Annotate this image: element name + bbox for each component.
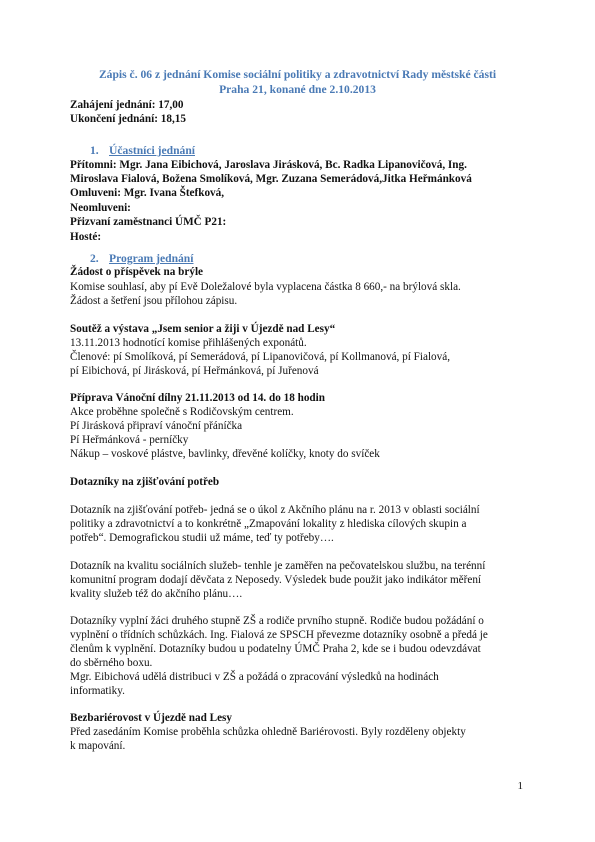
questionnaires-p1-line-1: Dotazník na zjišťování potřeb- jedná se o úkol z Akčního plánu na r. 2013 v oblasti sociální xyxy=(70,504,480,516)
present-line-2: Miroslava Fialová, Božena Smolíková, Mgr. Zuzana Semerádová,Jitka Heřmánková xyxy=(70,173,472,185)
present-line-1: Přítomni: Mgr. Jana Eibichová, Jaroslava Jirásková, Bc. Radka Lipanovičová, Ing. xyxy=(70,159,467,171)
workshop-title: Příprava Vánoční dílny 21.11.2013 od 14. do 18 hodin xyxy=(70,392,325,404)
workshop-line-4: Nákup – voskové plástve, bavlinky, dřevěné kolíčky, knoty do svíček xyxy=(70,448,380,460)
page-number: 1 xyxy=(517,780,523,792)
accessibility-line-1: Před zasedáním Komise proběhla schůzka ohledně Bariérovosti. Byly rozděleny objekty xyxy=(70,726,466,738)
questionnaires-p3-line-4: do sběrného boxu. xyxy=(70,657,153,669)
absent: Neomluveni: xyxy=(70,202,131,214)
section-1-number: 1. xyxy=(90,144,99,157)
title-line-1: Zápis č. 06 z jednání Komise sociální politiky a zdravotnictví Rady městské části xyxy=(98,68,497,81)
contest-line-2: Členové: pí Smolíková, pí Semerádová, pí Lipanovičová, pí Kollmanová, pí Fialová, xyxy=(70,351,450,363)
questionnaires-p3-line-3: členům k vyplnění. Dotazníky budou u podatelny ÚMČ Praha 2, kde se i budou odevzdávat xyxy=(70,643,481,655)
workshop-line-3: Pí Heřmánková - perníčky xyxy=(70,434,189,446)
accessibility-title: Bezbariérovost v Újezdě nad Lesy xyxy=(70,712,232,724)
workshop-line-2: Pí Jirásková připraví vánoční přáníčka xyxy=(70,420,243,432)
questionnaires-p2-line-2: komunitní program dodají děvčata z Neposedy. Výsledek bude použit jako indikátor měření xyxy=(70,574,482,586)
excused: Omluveni: Mgr. Ivana Štefková, xyxy=(70,187,225,199)
contest-line-3: pí Eibichová, pí Jirásková, pí Heřmánková, pí Juřenová xyxy=(70,365,319,377)
questionnaires-p2-line-3: kvality služeb též do akčního plánu…. xyxy=(70,588,243,600)
section-2-heading xyxy=(76,252,193,266)
questionnaires-p1-line-3: potřeb“. Demografickou studii už máme, teď ty potřeby…. xyxy=(70,532,334,544)
questionnaires-p1-line-2: politiky a zdravotnictví a to konkrétně „Zmapování lokality z hlediska cílových skupin a xyxy=(70,518,467,530)
glasses-title: Žádost o příspěvek na brýle xyxy=(70,266,204,278)
title-line-2: Praha 21, konané dne 2.10.2013 xyxy=(219,82,376,96)
glasses-line-1: Komise souhlasí, aby pí Evě Doležalové byla vyplacena částka 8 660,- na brýlová skla. xyxy=(70,281,461,293)
glasses-line-2: Žádost a šetření jsou přílohou zápisu. xyxy=(70,295,238,307)
guests: Hosté: xyxy=(70,231,102,243)
section-1-title: Účastníci jednání xyxy=(109,144,195,157)
meeting-end: Ukončení jednání: 18,15 xyxy=(70,113,186,125)
questionnaires-p3-line-1: Dotazníky vyplní žáci druhého stupně ZŠ a rodiče prvního stupně. Rodiče budou požádání o xyxy=(70,615,484,627)
accessibility-line-2: k mapování. xyxy=(70,740,126,752)
workshop-line-1: Akce proběhne společně s Rodičovským centrem. xyxy=(70,406,294,418)
contest-line-1: 13.11.2013 hodnotící komise přihlášených exponátů. xyxy=(70,337,307,349)
questionnaires-p2-line-1: Dotazník na kvalitu sociálních služeb- tenhle je zaměřen na pečovatelskou službu, na terénní xyxy=(70,560,486,572)
document-title xyxy=(70,68,525,97)
questionnaires-p4-line-1: Mgr. Eibichová udělá distribuci v ZŠ a požádá o zpracování výsledků na hodinách xyxy=(70,671,439,683)
section-1-heading xyxy=(76,144,195,158)
invited-staff: Přizvaní zaměstnanci ÚMČ P21: xyxy=(70,216,227,228)
questionnaires-p4-line-2: informatiky. xyxy=(70,685,125,697)
section-2-title: Program jednání xyxy=(109,252,194,265)
section-2-number: 2. xyxy=(90,252,99,265)
meeting-start: Zahájení jednání: 17,00 xyxy=(70,99,184,111)
questionnaires-p3-line-2: vyplnění o třídních schůzkách. Ing. Fialová ze SPSCH převezme dotazníky osobně a předá je xyxy=(70,629,488,641)
contest-title: Soutěž a výstava „Jsem senior a žiji v Újezdě nad Lesy“ xyxy=(70,323,336,335)
questionnaires-title: Dotazníky na zjišťování potřeb xyxy=(70,476,220,488)
